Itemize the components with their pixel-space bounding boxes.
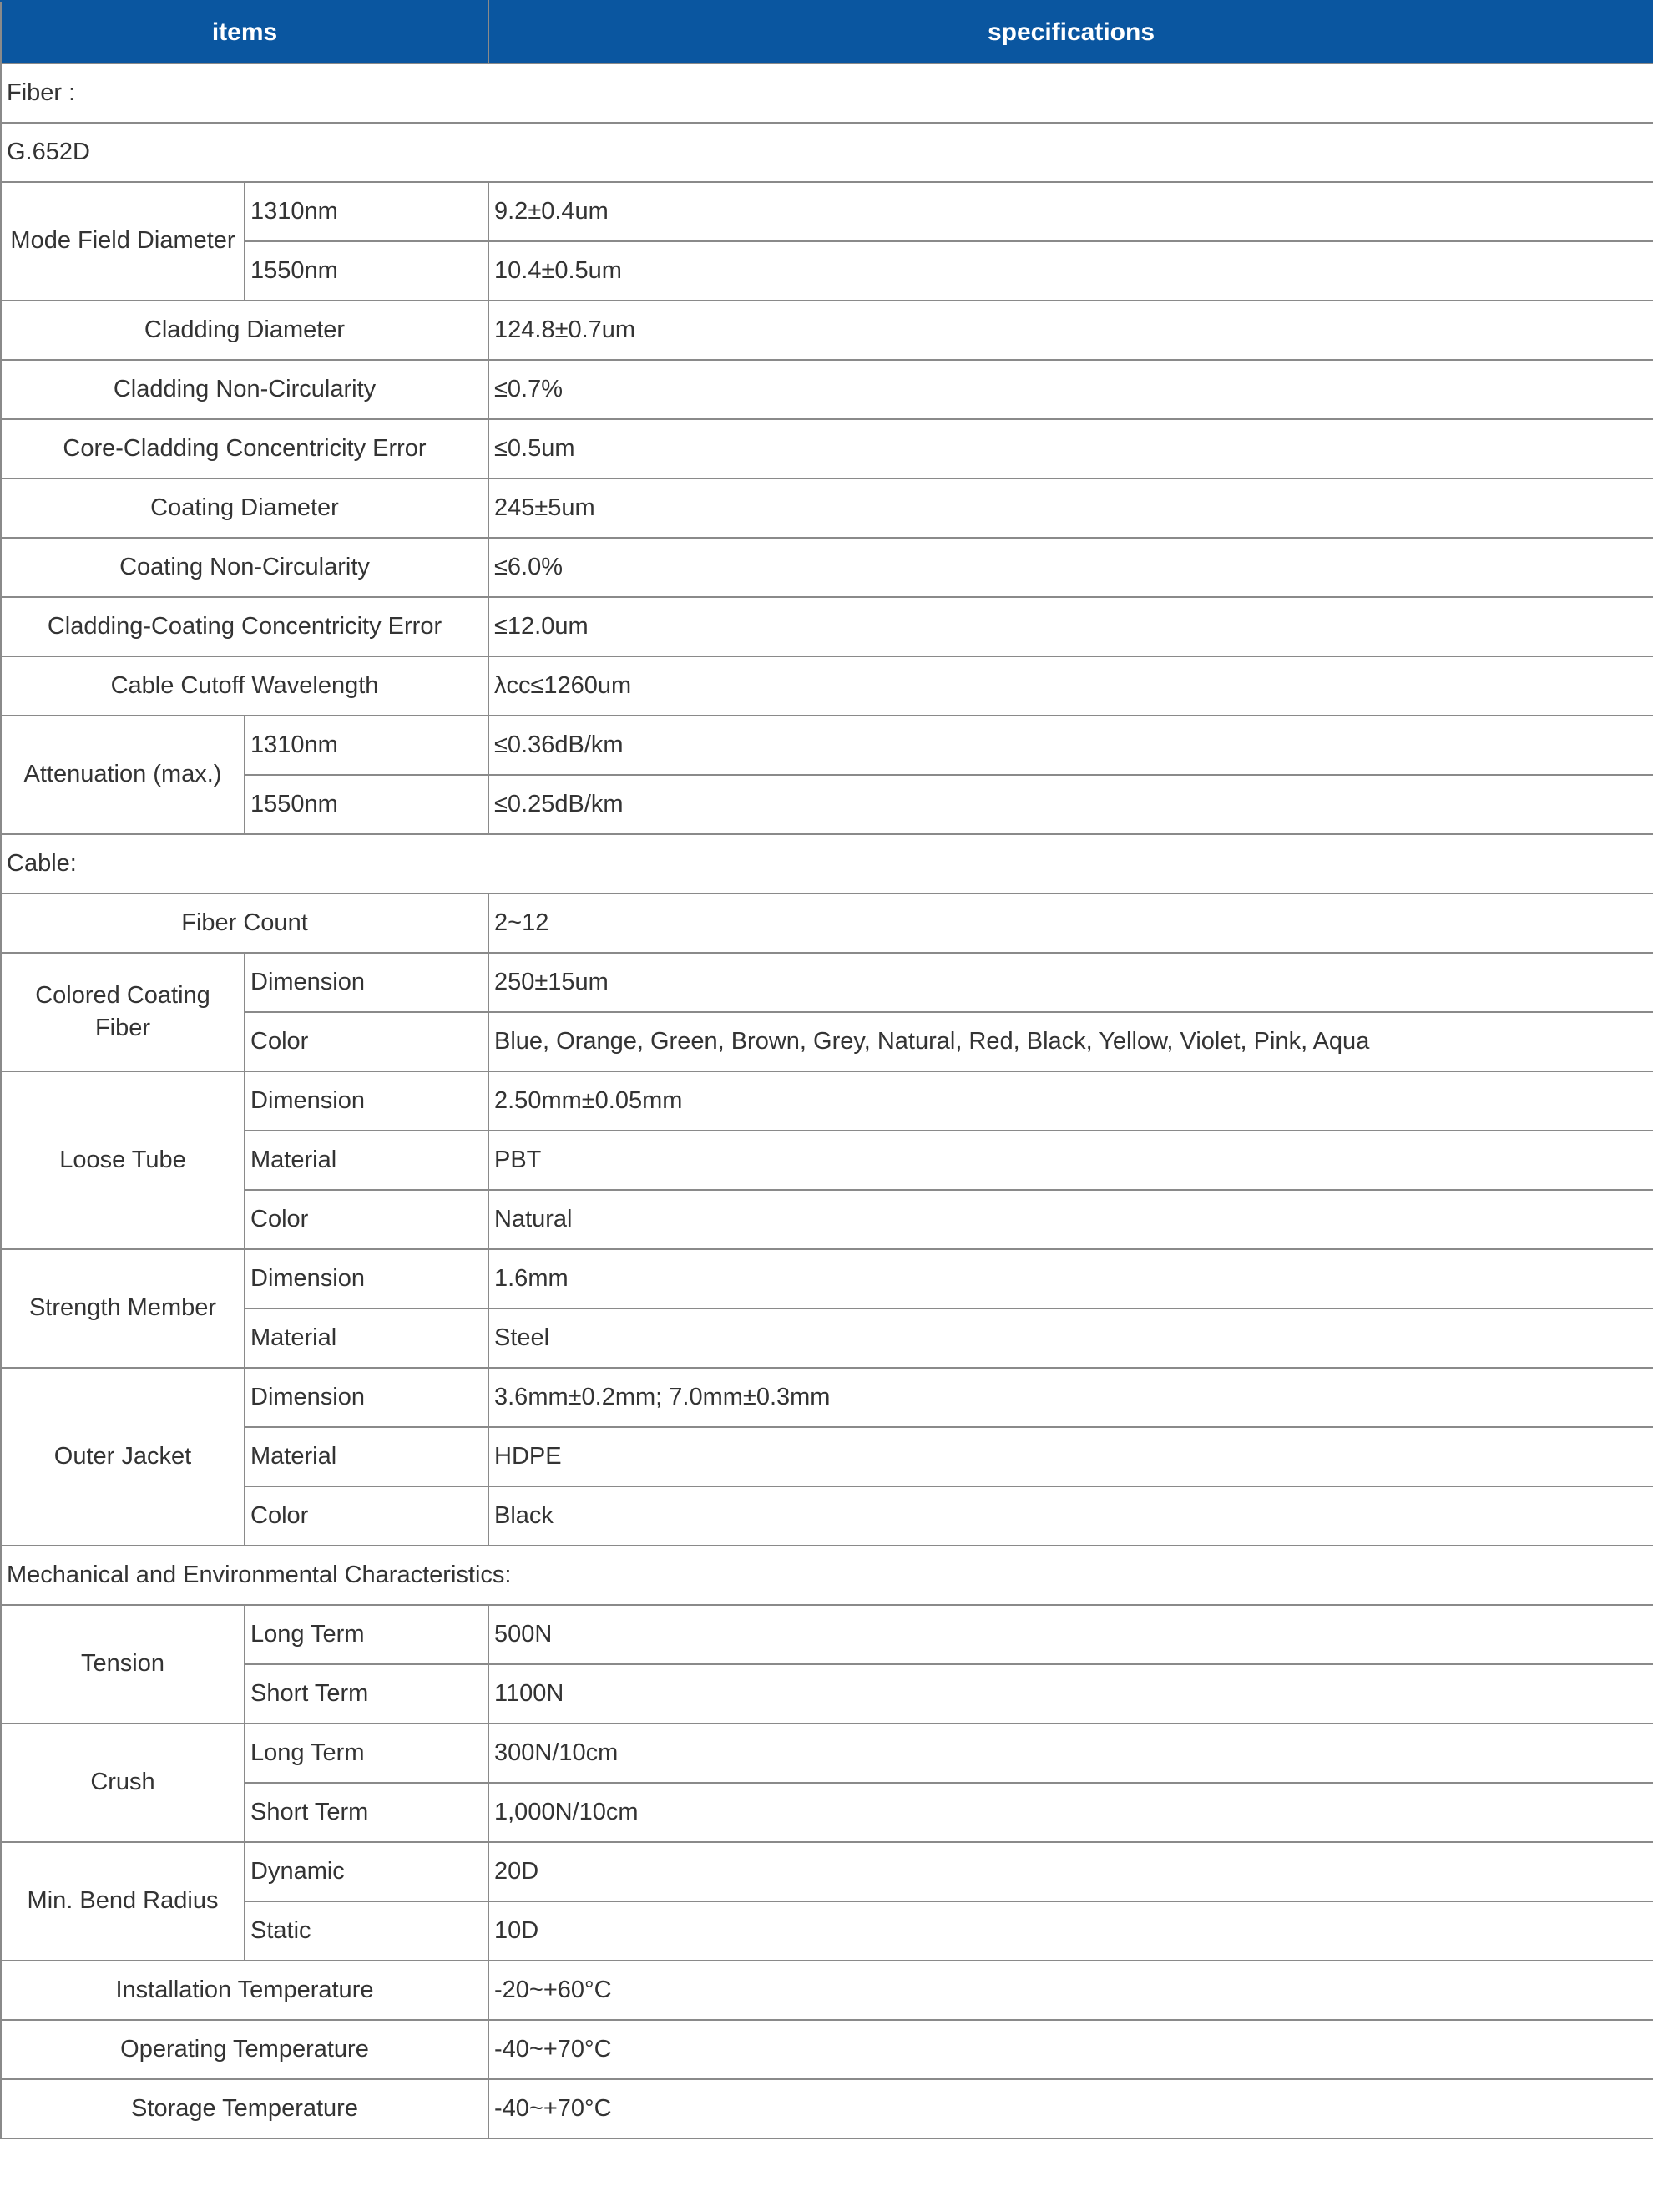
table-row bbox=[1, 1783, 1653, 1842]
spec-value: Black bbox=[488, 1486, 1653, 1546]
spec-value: 20D bbox=[488, 1842, 1653, 1901]
sub-label: 1550nm bbox=[245, 775, 488, 834]
sub-label: Dimension bbox=[245, 953, 488, 1012]
table-row bbox=[1, 1012, 1653, 1071]
sub-label: Color bbox=[245, 1486, 488, 1546]
section-title: G.652D bbox=[1, 123, 1653, 182]
spec-value: Steel bbox=[488, 1308, 1653, 1368]
table-row bbox=[1, 1724, 1653, 1783]
table-row bbox=[1, 419, 1653, 478]
spec-value: 1100N bbox=[488, 1664, 1653, 1724]
table-row bbox=[1, 2020, 1653, 2079]
spec-value: 300N/10cm bbox=[488, 1724, 1653, 1783]
group-label: Attenuation (max.) bbox=[1, 716, 245, 834]
spec-value: 10D bbox=[488, 1901, 1653, 1961]
item-label: Installation Temperature bbox=[1, 1961, 488, 2020]
spec-value: 1,000N/10cm bbox=[488, 1783, 1653, 1842]
section-row bbox=[1, 63, 1653, 123]
sub-label: Material bbox=[245, 1427, 488, 1486]
item-label: Cable Cutoff Wavelength bbox=[1, 656, 488, 716]
spec-value: 2~12 bbox=[488, 893, 1653, 953]
spec-value: -40~+70°C bbox=[488, 2079, 1653, 2139]
table-row bbox=[1, 597, 1653, 656]
sub-label: Long Term bbox=[245, 1724, 488, 1783]
spec-value: λcc≤1260um bbox=[488, 656, 1653, 716]
table-row bbox=[1, 1249, 1653, 1308]
table-row bbox=[1, 1131, 1653, 1190]
spec-value: ≤0.5um bbox=[488, 419, 1653, 478]
table-row bbox=[1, 893, 1653, 953]
table-row bbox=[1, 953, 1653, 1012]
spec-value: PBT bbox=[488, 1131, 1653, 1190]
table-row bbox=[1, 1842, 1653, 1901]
sub-label: Short Term bbox=[245, 1783, 488, 1842]
spec-value: 10.4±0.5um bbox=[488, 241, 1653, 301]
spec-value: ≤0.36dB/km bbox=[488, 716, 1653, 775]
spec-value: 2.50mm±0.05mm bbox=[488, 1071, 1653, 1131]
table-row bbox=[1, 1071, 1653, 1131]
spec-value: 245±5um bbox=[488, 478, 1653, 538]
item-label: Cladding-Coating Concentricity Error bbox=[1, 597, 488, 656]
sub-label: Dimension bbox=[245, 1249, 488, 1308]
group-label: Min. Bend Radius bbox=[1, 1842, 245, 1961]
sub-label: Dimension bbox=[245, 1071, 488, 1131]
spec-value: ≤0.7% bbox=[488, 360, 1653, 419]
item-label: Core-Cladding Concentricity Error bbox=[1, 419, 488, 478]
table-row bbox=[1, 1427, 1653, 1486]
table-row bbox=[1, 182, 1653, 241]
sub-label: Color bbox=[245, 1012, 488, 1071]
table-header-row bbox=[1, 1, 1653, 63]
table-row bbox=[1, 1605, 1653, 1664]
item-label: Coating Diameter bbox=[1, 478, 488, 538]
spec-value: HDPE bbox=[488, 1427, 1653, 1486]
spec-value: ≤6.0% bbox=[488, 538, 1653, 597]
group-label: Loose Tube bbox=[1, 1071, 245, 1249]
group-label: Mode Field Diameter bbox=[1, 182, 245, 301]
group-label: Strength Member bbox=[1, 1249, 245, 1368]
sub-label: Long Term bbox=[245, 1605, 488, 1664]
table-row bbox=[1, 360, 1653, 419]
spec-value: ≤12.0um bbox=[488, 597, 1653, 656]
section-title: Mechanical and Environmental Characteristics: bbox=[1, 1546, 1653, 1605]
table-row bbox=[1, 1664, 1653, 1724]
table-row bbox=[1, 656, 1653, 716]
spec-value: 3.6mm±0.2mm; 7.0mm±0.3mm bbox=[488, 1368, 1653, 1427]
section-row bbox=[1, 123, 1653, 182]
sub-label: Dynamic bbox=[245, 1842, 488, 1901]
table-row bbox=[1, 301, 1653, 360]
item-label: Cladding Non-Circularity bbox=[1, 360, 488, 419]
table-row bbox=[1, 241, 1653, 301]
sub-label: Dimension bbox=[245, 1368, 488, 1427]
group-label: Colored Coating Fiber bbox=[1, 953, 245, 1071]
table-row bbox=[1, 1486, 1653, 1546]
sub-label: Material bbox=[245, 1308, 488, 1368]
sub-label: Color bbox=[245, 1190, 488, 1249]
spec-value: ≤0.25dB/km bbox=[488, 775, 1653, 834]
group-label: Outer Jacket bbox=[1, 1368, 245, 1546]
sub-label: 1310nm bbox=[245, 716, 488, 775]
spec-value: Blue, Orange, Green, Brown, Grey, Natural, Red, Black, Yellow, Violet, Pink, Aqua bbox=[488, 1012, 1653, 1071]
section-title: Fiber : bbox=[1, 63, 1653, 123]
table-row bbox=[1, 538, 1653, 597]
group-label: Tension bbox=[1, 1605, 245, 1724]
item-label: Storage Temperature bbox=[1, 2079, 488, 2139]
table-row bbox=[1, 1308, 1653, 1368]
spec-value: 124.8±0.7um bbox=[488, 301, 1653, 360]
spec-value: Natural bbox=[488, 1190, 1653, 1249]
spec-value: -40~+70°C bbox=[488, 2020, 1653, 2079]
item-label: Coating Non-Circularity bbox=[1, 538, 488, 597]
item-label: Fiber Count bbox=[1, 893, 488, 953]
table-row bbox=[1, 1368, 1653, 1427]
sub-label: 1550nm bbox=[245, 241, 488, 301]
table-row bbox=[1, 716, 1653, 775]
table-row bbox=[1, 1901, 1653, 1961]
spec-value: 9.2±0.4um bbox=[488, 182, 1653, 241]
spec-value: -20~+60°C bbox=[488, 1961, 1653, 2020]
table-row bbox=[1, 775, 1653, 834]
specifications-header: specifications bbox=[488, 1, 1653, 63]
spec-value: 250±15um bbox=[488, 953, 1653, 1012]
table-row bbox=[1, 478, 1653, 538]
sub-label: Material bbox=[245, 1131, 488, 1190]
section-row bbox=[1, 834, 1653, 893]
section-title: Cable: bbox=[1, 834, 1653, 893]
group-label: Crush bbox=[1, 1724, 245, 1842]
sub-label: Static bbox=[245, 1901, 488, 1961]
sub-label: Short Term bbox=[245, 1664, 488, 1724]
spec-value: 1.6mm bbox=[488, 1249, 1653, 1308]
item-label: Cladding Diameter bbox=[1, 301, 488, 360]
table-row bbox=[1, 1190, 1653, 1249]
table-row bbox=[1, 2079, 1653, 2139]
table-row bbox=[1, 1961, 1653, 2020]
item-label: Operating Temperature bbox=[1, 2020, 488, 2079]
section-row bbox=[1, 1546, 1653, 1605]
sub-label: 1310nm bbox=[245, 182, 488, 241]
items-header: items bbox=[1, 1, 488, 63]
spec-value: 500N bbox=[488, 1605, 1653, 1664]
